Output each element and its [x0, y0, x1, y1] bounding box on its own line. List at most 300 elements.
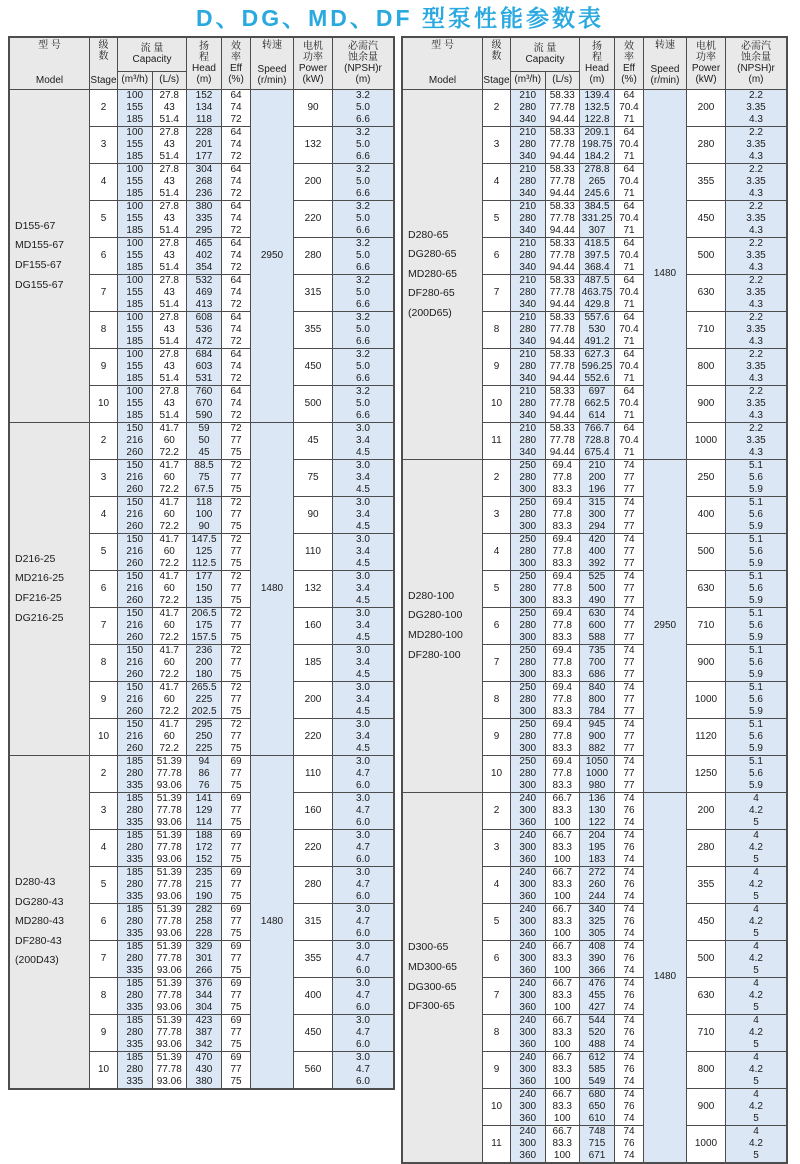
capacity-ls-cell: 66.7 83.3 100	[545, 1014, 580, 1051]
power-cell: 1250	[687, 755, 726, 792]
capacity-ls-cell: 66.7 83.3 100	[545, 866, 580, 903]
capacity-m3h-cell: 185 280 335	[118, 755, 153, 792]
capacity-ls-cell: 41.7 60 72.2	[152, 422, 187, 459]
power-cell: 1000	[687, 422, 726, 459]
power-cell: 220	[294, 718, 333, 755]
capacity-m3h-cell: 250 280 300	[511, 755, 546, 792]
head-cell: 147.5 125 112.5	[187, 533, 222, 570]
eff-cell: 72 77 75	[222, 570, 251, 607]
stage-cell: 8	[90, 977, 118, 1014]
eff-cell: 64 70.4 71	[615, 311, 644, 348]
eff-cell: 69 77 75	[222, 977, 251, 1014]
power-cell: 630	[687, 274, 726, 311]
capacity-ls-cell: 69.4 77.8 83.3	[545, 755, 580, 792]
col-header-power: 电机 功率 Power (kW)	[687, 37, 726, 89]
npsh-cell: 3.0 4.7 6.0	[333, 829, 395, 866]
npsh-cell: 3.0 3.4 4.5	[333, 533, 395, 570]
eff-cell: 64 74 72	[222, 126, 251, 163]
capacity-m3h-cell: 210 280 340	[511, 385, 546, 422]
head-cell: 1050 1000 980	[580, 755, 615, 792]
head-cell: 420 400 392	[580, 533, 615, 570]
model-cell	[9, 422, 90, 755]
head-cell: 544 520 488	[580, 1014, 615, 1051]
capacity-m3h-cell: 100 155 185	[118, 126, 153, 163]
capacity-ls-cell: 66.7 83.3 100	[545, 829, 580, 866]
npsh-cell: 2.2 3.35 4.3	[726, 422, 788, 459]
capacity-ls-cell: 69.4 77.8 83.3	[545, 644, 580, 681]
capacity-ls-cell: 41.7 60 72.2	[152, 570, 187, 607]
npsh-cell: 2.2 3.35 4.3	[726, 89, 788, 126]
power-cell: 400	[687, 496, 726, 533]
power-cell: 355	[294, 311, 333, 348]
capacity-m3h-cell: 150 216 260	[118, 422, 153, 459]
power-cell: 450	[687, 200, 726, 237]
head-cell: 630 600 588	[580, 607, 615, 644]
capacity-m3h-cell: 150 216 260	[118, 718, 153, 755]
capacity-m3h-cell: 150 216 260	[118, 533, 153, 570]
head-cell: 88.5 75 67.5	[187, 459, 222, 496]
power-cell: 185	[294, 644, 333, 681]
capacity-m3h-cell: 185 280 335	[118, 1051, 153, 1089]
npsh-cell: 3.2 5.0 6.6	[333, 126, 395, 163]
stage-cell: 10	[90, 718, 118, 755]
capacity-ls-cell: 66.7 83.3 100	[545, 977, 580, 1014]
power-cell: 132	[294, 126, 333, 163]
model-label: D155-67	[15, 219, 56, 232]
capacity-m3h-cell: 250 280 300	[511, 459, 546, 496]
model-label: DG216-25	[15, 611, 64, 624]
power-cell: 160	[294, 792, 333, 829]
capacity-ls-cell: 51.39 77.78 93.06	[152, 829, 187, 866]
stage-cell: 8	[90, 644, 118, 681]
head-cell: 376 344 304	[187, 977, 222, 1014]
head-cell: 418.5 397.5 368.4	[580, 237, 615, 274]
head-cell: 278.8 265 245.6	[580, 163, 615, 200]
eff-cell: 74 77 77	[615, 755, 644, 792]
power-cell: 900	[687, 385, 726, 422]
stage-cell: 11	[483, 422, 511, 459]
capacity-m3h-cell: 250 280 300	[511, 607, 546, 644]
capacity-m3h-cell: 210 280 340	[511, 274, 546, 311]
model-label: DF300-65	[408, 1000, 455, 1013]
eff-cell: 64 70.4 71	[615, 200, 644, 237]
eff-cell: 69 77 75	[222, 866, 251, 903]
eff-cell: 74 76 74	[615, 977, 644, 1014]
power-cell: 355	[687, 163, 726, 200]
model-label: MD300-65	[408, 960, 458, 973]
capacity-m3h-cell: 240 300 360	[511, 1014, 546, 1051]
power-cell: 500	[687, 533, 726, 570]
stage-cell: 4	[90, 163, 118, 200]
capacity-ls-cell: 69.4 77.8 83.3	[545, 496, 580, 533]
capacity-ls-cell: 58.33 77.78 94.44	[545, 200, 580, 237]
col-header-speed: 转速 Speed (r/min)	[644, 37, 687, 89]
npsh-cell: 2.2 3.35 4.3	[726, 200, 788, 237]
stage-cell: 2	[483, 792, 511, 829]
capacity-ls-cell: 66.7 83.3 100	[545, 1125, 580, 1163]
npsh-cell: 3.2 5.0 6.6	[333, 200, 395, 237]
col-header-speed: 转速 Speed (r/min)	[251, 37, 294, 89]
stage-cell: 3	[483, 126, 511, 163]
page-title: D、DG、MD、DF 型泵性能参数表	[196, 5, 604, 31]
stage-cell: 9	[90, 681, 118, 718]
power-cell: 220	[294, 829, 333, 866]
capacity-ls-cell: 27.8 43 51.4	[152, 89, 187, 126]
capacity-m3h-cell: 100 155 185	[118, 348, 153, 385]
capacity-ls-cell: 51.39 77.78 93.06	[152, 792, 187, 829]
stage-cell: 11	[483, 1125, 511, 1163]
npsh-cell: 4 4.2 5	[726, 1014, 788, 1051]
npsh-cell: 4 4.2 5	[726, 903, 788, 940]
col-header-ls: (L/s)	[545, 71, 580, 89]
npsh-cell: 4 4.2 5	[726, 977, 788, 1014]
power-cell: 500	[687, 237, 726, 274]
stage-cell: 7	[90, 274, 118, 311]
stage-cell: 7	[483, 274, 511, 311]
head-cell: 697 662.5 614	[580, 385, 615, 422]
head-cell: 557.6 530 491.2	[580, 311, 615, 348]
power-cell: 450	[294, 1014, 333, 1051]
eff-cell: 64 70.4 71	[615, 89, 644, 126]
eff-cell: 69 77 75	[222, 940, 251, 977]
col-header-head: 扬 程 Head (m)	[580, 37, 615, 89]
col-header-capacity: 流 量 Capacity	[118, 37, 187, 71]
table-body-left	[9, 89, 394, 1089]
model-label: D280-100	[408, 589, 455, 602]
capacity-ls-cell: 58.33 77.78 94.44	[545, 237, 580, 274]
eff-cell: 74 76 74	[615, 1125, 644, 1163]
col-header-npsh: 必需汽 蚀余量 (NPSH)r (m)	[333, 37, 395, 89]
power-cell: 710	[687, 1014, 726, 1051]
stage-cell: 10	[483, 755, 511, 792]
head-cell: 612 585 549	[580, 1051, 615, 1088]
power-cell: 560	[294, 1051, 333, 1089]
model-label: (200D65)	[408, 306, 452, 319]
eff-cell: 69 77 75	[222, 1014, 251, 1051]
capacity-ls-cell: 58.33 77.78 94.44	[545, 385, 580, 422]
capacity-ls-cell: 66.7 83.3 100	[545, 1051, 580, 1088]
npsh-cell: 4 4.2 5	[726, 940, 788, 977]
model-label: MD280-43	[15, 915, 65, 928]
stage-cell: 5	[483, 200, 511, 237]
npsh-cell: 5.1 5.6 5.9	[726, 459, 788, 496]
power-cell: 710	[687, 607, 726, 644]
head-cell: 235 215 190	[187, 866, 222, 903]
head-cell: 236 200 180	[187, 644, 222, 681]
power-cell: 280	[687, 126, 726, 163]
eff-cell: 69 77 75	[222, 1051, 251, 1089]
head-cell: 188 172 152	[187, 829, 222, 866]
power-cell: 45	[294, 422, 333, 459]
col-header-m3h: (m³/h)	[118, 71, 153, 89]
capacity-ls-cell: 58.33 77.78 94.44	[545, 311, 580, 348]
head-cell: 209.1 198.75 184.2	[580, 126, 615, 163]
head-cell: 118 100 90	[187, 496, 222, 533]
eff-cell: 74 77 77	[615, 459, 644, 496]
capacity-ls-cell: 27.8 43 51.4	[152, 311, 187, 348]
power-cell: 710	[687, 311, 726, 348]
model-label: MD280-100	[408, 629, 463, 641]
npsh-cell: 3.2 5.0 6.6	[333, 385, 395, 422]
stage-cell: 6	[483, 237, 511, 274]
model-label: D216-25	[15, 552, 56, 565]
npsh-cell: 2.2 3.35 4.3	[726, 237, 788, 274]
capacity-m3h-cell: 240 300 360	[511, 792, 546, 829]
eff-cell: 64 74 72	[222, 89, 251, 126]
npsh-cell: 3.0 4.7 6.0	[333, 755, 395, 792]
model-label: DF280-65	[408, 287, 455, 300]
capacity-ls-cell: 69.4 77.8 83.3	[545, 459, 580, 496]
capacity-ls-cell: 51.39 77.78 93.06	[152, 977, 187, 1014]
npsh-cell: 3.2 5.0 6.6	[333, 311, 395, 348]
stage-cell: 10	[90, 1051, 118, 1089]
eff-cell: 64 74 72	[222, 311, 251, 348]
model-label: DF216-25	[15, 592, 62, 604]
pump-table-right	[401, 36, 788, 1164]
capacity-ls-cell: 41.7 60 72.2	[152, 533, 187, 570]
pump-table-left	[8, 36, 395, 1090]
capacity-ls-cell: 58.33 77.78 94.44	[545, 89, 580, 126]
stage-cell: 8	[90, 311, 118, 348]
capacity-m3h-cell: 150 216 260	[118, 644, 153, 681]
power-cell: 900	[687, 1088, 726, 1125]
stage-cell: 3	[483, 496, 511, 533]
eff-cell: 72 77 75	[222, 681, 251, 718]
stage-cell: 9	[90, 1014, 118, 1051]
power-cell: 200	[687, 89, 726, 126]
col-header-eff: 效 率 Eff (%)	[222, 37, 251, 89]
eff-cell: 72 77 75	[222, 496, 251, 533]
eff-cell: 69 77 75	[222, 903, 251, 940]
capacity-m3h-cell: 185 280 335	[118, 977, 153, 1014]
stage-cell: 3	[483, 829, 511, 866]
capacity-ls-cell: 27.8 43 51.4	[152, 163, 187, 200]
stage-cell: 10	[483, 1088, 511, 1125]
stage-cell: 4	[483, 866, 511, 903]
capacity-m3h-cell: 100 155 185	[118, 274, 153, 311]
head-cell: 735 700 686	[580, 644, 615, 681]
head-cell: 272 260 244	[580, 866, 615, 903]
power-cell: 1000	[687, 1125, 726, 1163]
npsh-cell: 4 4.2 5	[726, 1125, 788, 1163]
stage-group-row	[9, 89, 394, 126]
stage-cell: 2	[90, 89, 118, 126]
eff-cell: 64 74 72	[222, 274, 251, 311]
capacity-ls-cell: 51.39 77.78 93.06	[152, 940, 187, 977]
npsh-cell: 5.1 5.6 5.9	[726, 644, 788, 681]
power-cell: 1120	[687, 718, 726, 755]
power-cell: 110	[294, 533, 333, 570]
npsh-cell: 3.0 3.4 4.5	[333, 570, 395, 607]
npsh-cell: 2.2 3.35 4.3	[726, 274, 788, 311]
capacity-m3h-cell: 150 216 260	[118, 681, 153, 718]
capacity-m3h-cell: 240 300 360	[511, 940, 546, 977]
capacity-m3h-cell: 210 280 340	[511, 311, 546, 348]
stage-cell: 5	[90, 866, 118, 903]
stage-cell: 2	[90, 755, 118, 792]
capacity-ls-cell: 41.7 60 72.2	[152, 718, 187, 755]
capacity-m3h-cell: 250 280 300	[511, 533, 546, 570]
capacity-ls-cell: 41.7 60 72.2	[152, 607, 187, 644]
eff-cell: 64 74 72	[222, 237, 251, 274]
stage-cell: 4	[483, 533, 511, 570]
capacity-m3h-cell: 240 300 360	[511, 1088, 546, 1125]
power-cell: 800	[687, 1051, 726, 1088]
npsh-cell: 3.0 4.7 6.0	[333, 903, 395, 940]
head-cell: 204 195 183	[580, 829, 615, 866]
stage-cell: 5	[483, 570, 511, 607]
stage-cell: 9	[483, 1051, 511, 1088]
eff-cell: 69 77 75	[222, 829, 251, 866]
model-label: DG280-43	[15, 895, 64, 908]
eff-cell: 64 70.4 71	[615, 237, 644, 274]
stage-cell: 8	[483, 311, 511, 348]
capacity-m3h-cell: 185 280 335	[118, 1014, 153, 1051]
model-label: D300-65	[408, 941, 449, 954]
capacity-ls-cell: 66.7 83.3 100	[545, 903, 580, 940]
model-label: DF280-43	[15, 934, 62, 947]
power-cell: 315	[294, 274, 333, 311]
capacity-m3h-cell: 210 280 340	[511, 237, 546, 274]
power-cell: 200	[687, 792, 726, 829]
npsh-cell: 3.0 4.7 6.0	[333, 1014, 395, 1051]
stage-cell: 10	[90, 385, 118, 422]
head-cell: 59 50 45	[187, 422, 222, 459]
capacity-m3h-cell: 240 300 360	[511, 903, 546, 940]
head-cell: 265.5 225 202.5	[187, 681, 222, 718]
npsh-cell: 3.0 4.7 6.0	[333, 977, 395, 1014]
capacity-m3h-cell: 185 280 335	[118, 903, 153, 940]
eff-cell: 69 77 75	[222, 792, 251, 829]
capacity-m3h-cell: 100 155 185	[118, 385, 153, 422]
capacity-m3h-cell: 210 280 340	[511, 163, 546, 200]
model-label: DF280-100	[408, 648, 461, 661]
power-cell: 800	[687, 348, 726, 385]
capacity-m3h-cell: 240 300 360	[511, 977, 546, 1014]
power-cell: 280	[687, 829, 726, 866]
col-header-model: 型 号 Model	[9, 37, 90, 89]
head-cell: 141 129 114	[187, 792, 222, 829]
head-cell: 210 200 196	[580, 459, 615, 496]
stage-cell: 6	[90, 903, 118, 940]
head-cell: 139.4 132.5 122.8	[580, 89, 615, 126]
head-cell: 608 536 472	[187, 311, 222, 348]
stage-group-row	[402, 459, 787, 496]
capacity-ls-cell: 66.7 83.3 100	[545, 1088, 580, 1125]
capacity-ls-cell: 27.8 43 51.4	[152, 126, 187, 163]
model-label: DG280-65	[408, 248, 457, 261]
capacity-m3h-cell: 210 280 340	[511, 348, 546, 385]
eff-cell: 64 74 72	[222, 200, 251, 237]
capacity-m3h-cell: 210 280 340	[511, 126, 546, 163]
capacity-ls-cell: 27.8 43 51.4	[152, 348, 187, 385]
eff-cell: 64 70.4 71	[615, 385, 644, 422]
stage-cell: 6	[483, 607, 511, 644]
power-cell: 400	[294, 977, 333, 1014]
stage-cell: 3	[90, 459, 118, 496]
model-label: DG280-100	[408, 609, 463, 622]
head-cell: 525 500 490	[580, 570, 615, 607]
npsh-cell: 2.2 3.35 4.3	[726, 311, 788, 348]
col-header-stage: 级 数 Stage	[483, 37, 511, 89]
npsh-cell: 3.0 4.7 6.0	[333, 940, 395, 977]
table-body-right	[402, 89, 787, 1163]
capacity-m3h-cell: 185 280 335	[118, 829, 153, 866]
stage-group-row	[9, 422, 394, 459]
stage-cell: 8	[483, 1014, 511, 1051]
npsh-cell: 3.2 5.0 6.6	[333, 274, 395, 311]
head-cell: 380 335 295	[187, 200, 222, 237]
speed-cell: 1480	[644, 792, 687, 1163]
npsh-cell: 3.0 3.4 4.5	[333, 496, 395, 533]
eff-cell: 74 77 77	[615, 533, 644, 570]
capacity-ls-cell: 27.8 43 51.4	[152, 385, 187, 422]
eff-cell: 74 76 74	[615, 1014, 644, 1051]
eff-cell: 72 77 75	[222, 422, 251, 459]
npsh-cell: 5.1 5.6 5.9	[726, 496, 788, 533]
stage-cell: 9	[90, 348, 118, 385]
model-label: MD155-67	[15, 239, 65, 252]
power-cell: 220	[294, 200, 333, 237]
eff-cell: 64 74 72	[222, 163, 251, 200]
npsh-cell: 4 4.2 5	[726, 866, 788, 903]
model-cell	[9, 89, 90, 422]
stage-cell: 7	[90, 940, 118, 977]
power-cell: 500	[687, 940, 726, 977]
capacity-m3h-cell: 210 280 340	[511, 422, 546, 459]
stage-cell: 6	[90, 570, 118, 607]
eff-cell: 74 77 77	[615, 570, 644, 607]
power-cell: 280	[294, 866, 333, 903]
power-cell: 75	[294, 459, 333, 496]
model-label: D280-65	[408, 228, 449, 241]
power-cell: 200	[294, 681, 333, 718]
power-cell: 450	[687, 903, 726, 940]
col-header-model: 型 号 Model	[402, 37, 483, 89]
capacity-m3h-cell: 100 155 185	[118, 311, 153, 348]
tables-container	[0, 34, 800, 1164]
head-cell: 680 650 610	[580, 1088, 615, 1125]
stage-cell: 2	[90, 422, 118, 459]
eff-cell: 74 77 77	[615, 607, 644, 644]
capacity-m3h-cell: 150 216 260	[118, 459, 153, 496]
power-cell: 450	[294, 348, 333, 385]
head-cell: 384.5 331.25 307	[580, 200, 615, 237]
capacity-ls-cell: 69.4 77.8 83.3	[545, 681, 580, 718]
eff-cell: 64 70.4 71	[615, 163, 644, 200]
head-cell: 315 300 294	[580, 496, 615, 533]
capacity-m3h-cell: 240 300 360	[511, 1051, 546, 1088]
head-cell: 945 900 882	[580, 718, 615, 755]
capacity-ls-cell: 27.8 43 51.4	[152, 200, 187, 237]
stage-group-row	[402, 792, 787, 829]
eff-cell: 74 76 74	[615, 1051, 644, 1088]
capacity-ls-cell: 58.33 77.78 94.44	[545, 422, 580, 459]
head-cell: 340 325 305	[580, 903, 615, 940]
head-cell: 295 250 225	[187, 718, 222, 755]
npsh-cell: 3.0 3.4 4.5	[333, 718, 395, 755]
model-label: DG155-67	[15, 278, 64, 291]
head-cell: 329 301 266	[187, 940, 222, 977]
eff-cell: 72 77 75	[222, 533, 251, 570]
capacity-m3h-cell: 100 155 185	[118, 89, 153, 126]
stage-cell: 4	[90, 496, 118, 533]
capacity-ls-cell: 58.33 77.78 94.44	[545, 274, 580, 311]
power-cell: 630	[687, 570, 726, 607]
head-cell: 627.3 596.25 552.6	[580, 348, 615, 385]
stage-cell: 5	[90, 200, 118, 237]
capacity-m3h-cell: 150 216 260	[118, 496, 153, 533]
